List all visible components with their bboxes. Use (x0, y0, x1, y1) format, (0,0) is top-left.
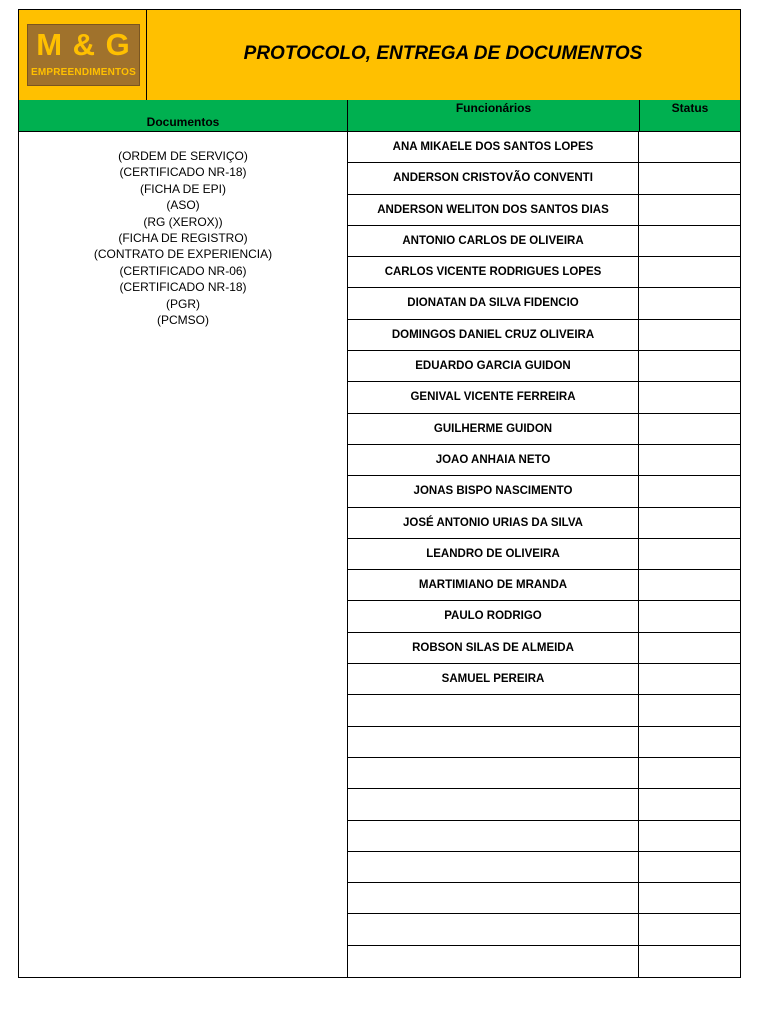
employee-name-cell: DIONATAN DA SILVA FIDENCIO (348, 288, 639, 318)
employee-name-cell (348, 695, 639, 725)
employee-name-cell: ANA MIKAELE DOS SANTOS LOPES (348, 132, 639, 162)
table-row (348, 633, 740, 664)
employee-name-cell: MARTIMIANO DE MRANDA (348, 570, 639, 600)
employee-name-cell: ANDERSON WELITON DOS SANTOS DIAS (348, 195, 639, 225)
status-cell (639, 664, 740, 694)
employee-name-cell (348, 914, 639, 944)
status-cell (639, 382, 740, 412)
employee-name-cell: GENIVAL VICENTE FERREIRA (348, 382, 639, 412)
employee-name-cell (348, 789, 639, 819)
document-item: (CONTRATO DE EXPERIENCIA) (93, 247, 273, 262)
employee-name-cell (348, 852, 639, 882)
table-row (348, 539, 740, 570)
employee-name-cell: GUILHERME GUIDON (348, 414, 639, 444)
document-item: (CERTIFICADO NR-18) (119, 280, 247, 295)
table-row (348, 351, 740, 382)
table-row (348, 163, 740, 194)
company-logo (27, 24, 140, 86)
status-header-label: Status (671, 101, 709, 115)
employee-name-cell (348, 758, 639, 788)
status-column-header (640, 100, 740, 131)
employee-name-cell: JOSÉ ANTONIO URIAS DA SILVA (348, 508, 639, 538)
status-cell (639, 132, 740, 162)
status-cell (639, 226, 740, 256)
status-cell (639, 320, 740, 350)
table-row (348, 601, 740, 632)
status-cell (639, 570, 740, 600)
header (19, 10, 740, 101)
employee-name-cell: ROBSON SILAS DE ALMEIDA (348, 633, 639, 663)
table-row (348, 695, 740, 726)
employee-name-cell: JONAS BISPO NASCIMENTO (348, 476, 639, 506)
table-row (348, 320, 740, 351)
status-cell (639, 758, 740, 788)
employee-table (348, 132, 740, 977)
table-row (348, 132, 740, 163)
status-cell (639, 414, 740, 444)
table-row (348, 476, 740, 507)
employee-name-cell: ANDERSON CRISTOVÃO CONVENTI (348, 163, 639, 193)
employee-name-cell (348, 883, 639, 913)
table-row (348, 852, 740, 883)
table-row (348, 445, 740, 476)
document-item: (FICHA DE EPI) (139, 181, 226, 196)
status-cell (639, 633, 740, 663)
table-row (348, 664, 740, 695)
status-cell (639, 476, 740, 506)
document-item: (FICHA DE REGISTRO) (118, 231, 248, 246)
table-row (348, 883, 740, 914)
table-row (348, 821, 740, 852)
table-row (348, 195, 740, 226)
status-cell (639, 288, 740, 318)
status-cell (639, 914, 740, 944)
employees-column-header (348, 100, 640, 131)
document-item: (PCMSO) (157, 313, 209, 328)
status-cell (639, 821, 740, 851)
table-row (348, 382, 740, 413)
employees-header-label: Funcionários (455, 101, 532, 115)
table-row (348, 570, 740, 601)
documents-column-header (19, 100, 348, 131)
status-cell (639, 946, 740, 977)
document-item: (ASO) (166, 198, 200, 213)
table-row (348, 758, 740, 789)
documents-cell (19, 132, 348, 977)
employee-name-cell (348, 821, 639, 851)
document-item: (ORDEM DE SERVIÇO) (118, 149, 248, 163)
status-cell (639, 695, 740, 725)
employee-name-cell: ANTONIO CARLOS DE OLIVEIRA (348, 226, 639, 256)
table-row (348, 226, 740, 257)
employee-name-cell: CARLOS VICENTE RODRIGUES LOPES (348, 257, 639, 287)
document-item: (CERTIFICADO NR-06) (119, 263, 247, 278)
table-row (348, 508, 740, 539)
status-cell (639, 883, 740, 913)
status-cell (639, 163, 740, 193)
table-row (348, 414, 740, 445)
protocol-sheet (18, 9, 741, 978)
status-cell (639, 852, 740, 882)
documents-header-label: Documentos (146, 115, 220, 129)
status-cell (639, 257, 740, 287)
status-cell (639, 351, 740, 381)
employee-name-cell: DOMINGOS DANIEL CRUZ OLIVEIRA (348, 320, 639, 350)
logo-main-text: M & G (36, 27, 131, 62)
column-header-bar (19, 100, 740, 132)
document-item: (PGR) (166, 296, 200, 311)
status-cell (639, 539, 740, 569)
page-title: PROTOCOLO, ENTREGA DE DOCUMENTOS (243, 43, 643, 64)
table-row (348, 914, 740, 945)
table-row (348, 257, 740, 288)
table-row (348, 789, 740, 820)
document-item: (RG (XEROX)) (143, 214, 223, 229)
status-cell (639, 195, 740, 225)
documents-list (19, 148, 347, 328)
employee-name-cell (348, 946, 639, 977)
table-row (348, 727, 740, 758)
employee-name-cell: PAULO RODRIGO (348, 601, 639, 631)
status-cell (639, 508, 740, 538)
logo-sub-text: EMPREENDIMENTOS (30, 67, 137, 78)
status-cell (639, 789, 740, 819)
status-cell (639, 727, 740, 757)
employee-name-cell: SAMUEL PEREIRA (348, 664, 639, 694)
employee-name-cell: EDUARDO GARCIA GUIDON (348, 351, 639, 381)
status-cell (639, 445, 740, 475)
logo-cell (19, 10, 147, 100)
table-row (348, 946, 740, 977)
document-item: (CERTIFICADO NR-18) (119, 165, 247, 180)
table-row (348, 288, 740, 319)
employee-name-cell: LEANDRO DE OLIVEIRA (348, 539, 639, 569)
employee-name-cell (348, 727, 639, 757)
employee-name-cell: JOAO ANHAIA NETO (348, 445, 639, 475)
status-cell (639, 601, 740, 631)
